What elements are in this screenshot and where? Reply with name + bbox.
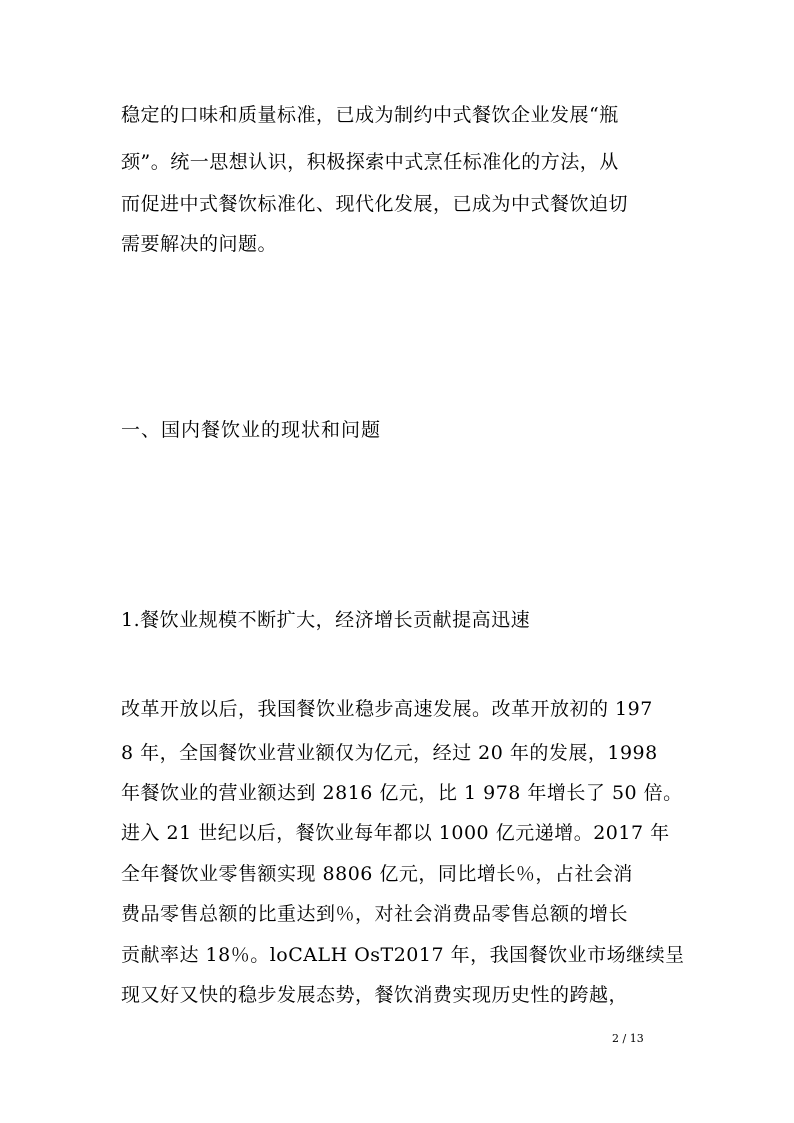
- body-line: 年餐饮业的营业额达到 2816 亿元，比 1 978 年增长了 50 倍。: [121, 782, 683, 804]
- intro-line: 稳定的口味和质量标准，已成为制约中式餐饮企业发展“瓶: [121, 104, 619, 126]
- section-heading: 一、国内餐饮业的现状和问题: [121, 419, 382, 441]
- body-line: 全年餐饮业零售额实现 8806 亿元，同比增长％，占社会消: [121, 863, 633, 885]
- body-line: 现又好又快的稳步发展态势，餐饮消费实现历史性的跨越，: [121, 984, 629, 1006]
- page-number: 2 / 13: [612, 1032, 644, 1045]
- body-line: 贡献率达 18％。loCALH OsT2017 年，我国餐饮业市场继续呈: [121, 944, 685, 966]
- subsection-heading: 1.餐饮业规模不断扩大，经济增长贡献提高迅速: [121, 609, 531, 631]
- body-line: 8 年，全国餐饮业营业额仅为亿元，经过 20 年的发展，1998: [121, 742, 658, 764]
- body-line: 进入 21 世纪以后，餐饮业每年都以 1000 亿元递增。2017 年: [121, 822, 670, 844]
- body-line: 费品零售总额的比重达到％，对社会消费品零售总额的增长: [121, 903, 629, 925]
- intro-line: 而促进中式餐饮标准化、现代化发展，已成为中式餐饮迫切: [121, 193, 629, 215]
- body-line: 改革开放以后，我国餐饮业稳步高速发展。改革开放初的 197: [121, 698, 653, 720]
- intro-line: 颈”。统一思想认识，积极探索中式烹任标准化的方法，从: [121, 151, 619, 173]
- intro-line: 需要解决的问题。: [121, 233, 278, 255]
